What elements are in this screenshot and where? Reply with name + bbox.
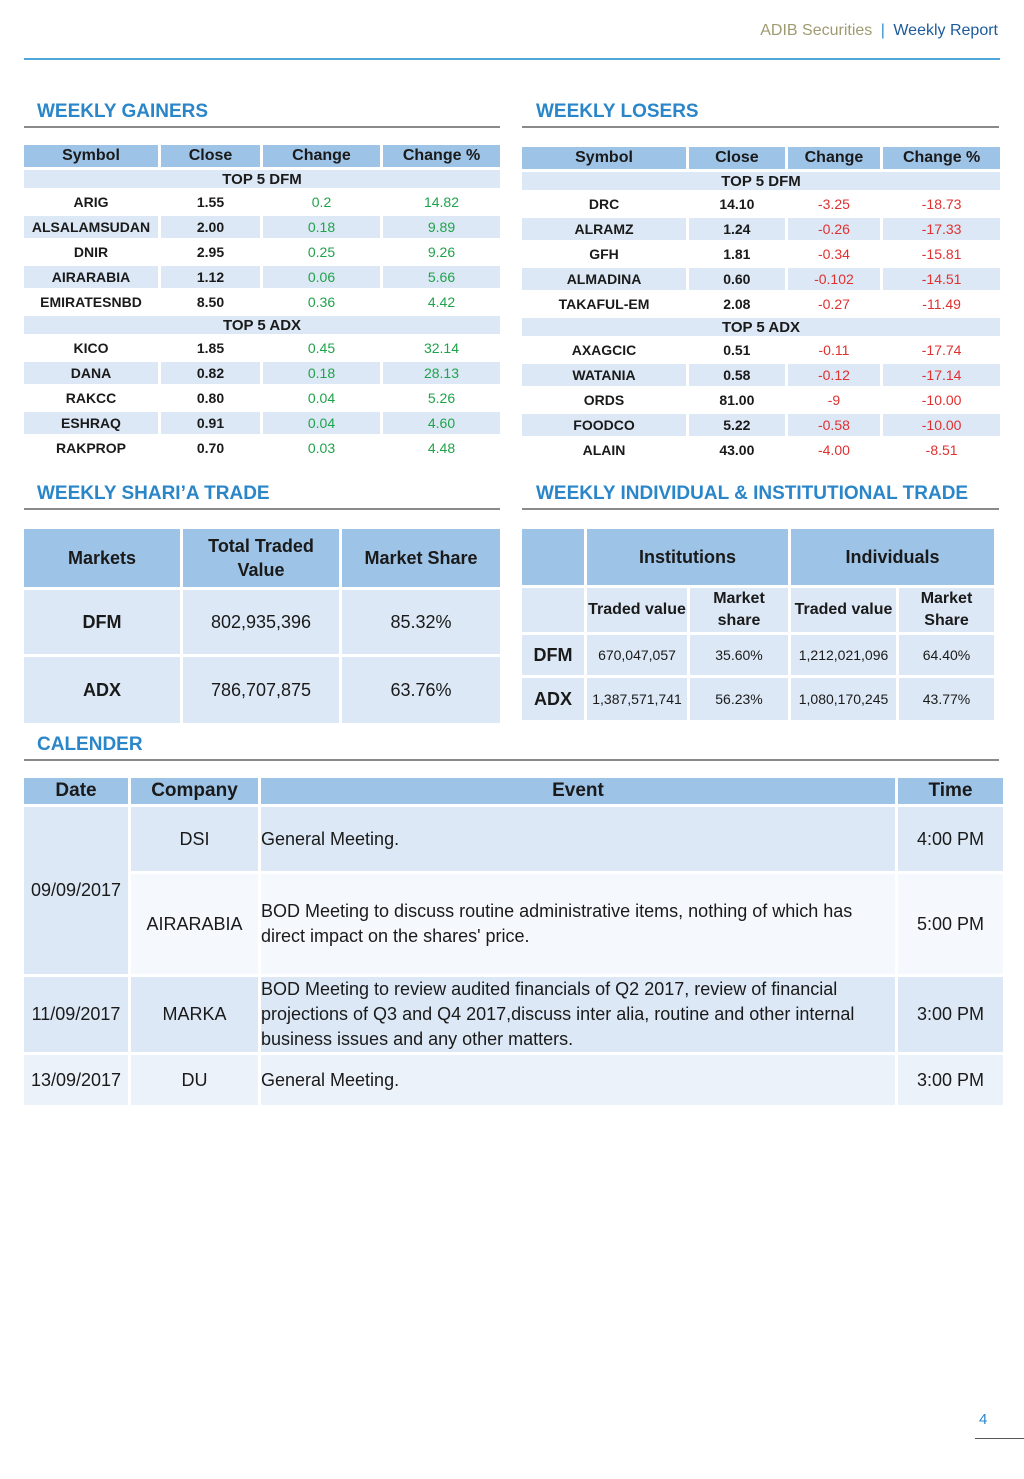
losers-table xyxy=(519,144,1003,464)
symbol-cell: DRC xyxy=(522,193,686,215)
close-cell: 2.00 xyxy=(161,216,260,238)
calender-rule xyxy=(24,759,999,761)
change-pct-cell: 4.48 xyxy=(383,437,500,459)
table-row xyxy=(522,414,1000,436)
time-cell: 5:00 PM xyxy=(898,874,1003,974)
change-pct-cell: 32.14 xyxy=(383,337,500,359)
table-row xyxy=(24,266,500,288)
traded-value-cell: 786,707,875 xyxy=(183,657,339,723)
change-cell: 0.45 xyxy=(263,337,380,359)
close-cell: 2.08 xyxy=(689,293,785,315)
col-markets: Markets xyxy=(24,529,180,587)
gainers-table xyxy=(21,142,503,462)
close-cell: 1.12 xyxy=(161,266,260,288)
weekly-gainers-title: WEEKLY GAINERS xyxy=(37,101,209,122)
change-pct-cell: -8.51 xyxy=(883,439,1000,461)
change-pct-cell: 14.82 xyxy=(383,191,500,213)
change-cell: 0.03 xyxy=(263,437,380,459)
table-row xyxy=(522,678,994,720)
losers-rule xyxy=(522,126,999,128)
col-company: Company xyxy=(131,778,258,804)
change-pct-cell: -10.00 xyxy=(883,414,1000,436)
col-market-share: Market Share xyxy=(342,529,500,587)
change-pct-cell: 4.42 xyxy=(383,291,500,313)
market-share-cell: 85.32% xyxy=(342,590,500,654)
symbol-cell: GFH xyxy=(522,243,686,265)
time-cell: 3:00 PM xyxy=(898,1055,1003,1105)
col-symbol: Symbol xyxy=(24,145,158,167)
sharia-header-row xyxy=(24,529,500,587)
col-close: Close xyxy=(689,147,785,169)
change-pct-cell: -18.73 xyxy=(883,193,1000,215)
close-cell: 8.50 xyxy=(161,291,260,313)
sharia-trade-title: WEEKLY SHARI’A TRADE xyxy=(37,483,270,504)
table-row xyxy=(522,193,1000,215)
close-cell: 0.80 xyxy=(161,387,260,409)
change-cell: 0.18 xyxy=(263,216,380,238)
change-cell: -0.11 xyxy=(788,339,881,361)
sharia-rule xyxy=(24,508,500,510)
sharia-trade-table xyxy=(21,526,503,726)
subcol-ind-traded-value: Traded value xyxy=(791,588,896,632)
table-row xyxy=(522,389,1000,411)
table-row xyxy=(522,243,1000,265)
event-cell: BOD Meeting to discuss routine administrative items, nothing of which has direct impact on the shares' price. xyxy=(261,874,895,974)
change-cell: -3.25 xyxy=(788,193,881,215)
header-separator: | xyxy=(880,22,885,39)
symbol-cell: EMIRATESNBD xyxy=(24,291,158,313)
change-pct-cell: 5.66 xyxy=(383,266,500,288)
table-row xyxy=(24,977,1003,1052)
calendar-header-row xyxy=(24,778,1003,804)
change-pct-cell: -17.33 xyxy=(883,218,1000,240)
table-row xyxy=(522,635,994,675)
inst-market-share-cell: 56.23% xyxy=(690,678,788,720)
ind-inst-trade-table xyxy=(519,526,997,723)
change-pct-cell: -15.81 xyxy=(883,243,1000,265)
col-individuals: Individuals xyxy=(791,529,994,585)
change-pct-cell: -17.74 xyxy=(883,339,1000,361)
date-cell: 11/09/2017 xyxy=(24,977,128,1052)
date-cell: 13/09/2017 xyxy=(24,1055,128,1105)
change-cell: 0.25 xyxy=(263,241,380,263)
close-cell: 5.22 xyxy=(689,414,785,436)
table-row xyxy=(24,807,1003,871)
table-row xyxy=(522,293,1000,315)
traded-value-cell: 802,935,396 xyxy=(183,590,339,654)
market-share-cell: 63.76% xyxy=(342,657,500,723)
col-institutions: Institutions xyxy=(587,529,788,585)
table-row xyxy=(24,412,500,434)
company-cell: DSI xyxy=(131,807,258,871)
subcol-inst-market-share: Market share xyxy=(690,588,788,632)
ind-inst-subheader-row xyxy=(522,588,994,632)
close-cell: 0.51 xyxy=(689,339,785,361)
close-cell: 2.95 xyxy=(161,241,260,263)
change-pct-cell: -14.51 xyxy=(883,268,1000,290)
ind-market-share-cell: 43.77% xyxy=(899,678,994,720)
symbol-cell: RAKPROP xyxy=(24,437,158,459)
change-pct-cell: 9.89 xyxy=(383,216,500,238)
col-time: Time xyxy=(898,778,1003,804)
weekly-losers-title: WEEKLY LOSERS xyxy=(536,101,699,122)
table-row xyxy=(24,590,500,654)
change-pct-cell: -10.00 xyxy=(883,389,1000,411)
change-pct-cell: 4.60 xyxy=(383,412,500,434)
symbol-cell: ALMADINA xyxy=(522,268,686,290)
market-cell: DFM xyxy=(24,590,180,654)
table-row xyxy=(24,191,500,213)
losers-adx-label: TOP 5 ADX xyxy=(522,318,1000,336)
table-row xyxy=(522,268,1000,290)
change-cell: 0.36 xyxy=(263,291,380,313)
gainers-header-row xyxy=(24,145,500,167)
event-cell: General Meeting. xyxy=(261,1055,895,1105)
company-cell: MARKA xyxy=(131,977,258,1052)
losers-dfm-label: TOP 5 DFM xyxy=(522,172,1000,190)
change-cell: -0.34 xyxy=(788,243,881,265)
change-pct-cell: 5.26 xyxy=(383,387,500,409)
ind-market-share-cell: 64.40% xyxy=(899,635,994,675)
blank-subheader xyxy=(522,588,584,632)
change-cell: -0.26 xyxy=(788,218,881,240)
close-cell: 1.85 xyxy=(161,337,260,359)
inst-market-share-cell: 35.60% xyxy=(690,635,788,675)
change-pct-cell: -11.49 xyxy=(883,293,1000,315)
change-pct-cell: -17.14 xyxy=(883,364,1000,386)
close-cell: 1.55 xyxy=(161,191,260,213)
calender-title: CALENDER xyxy=(37,734,143,755)
table-row xyxy=(24,437,500,459)
close-cell: 81.00 xyxy=(689,389,785,411)
symbol-cell: ALAIN xyxy=(522,439,686,461)
losers-header-row xyxy=(522,147,1000,169)
close-cell: 43.00 xyxy=(689,439,785,461)
gainers-adx-label: TOP 5 ADX xyxy=(24,316,500,334)
table-row xyxy=(24,1055,1003,1105)
symbol-cell: AIRARABIA xyxy=(24,266,158,288)
ind-traded-value-cell: 1,080,170,245 xyxy=(791,678,896,720)
subcol-inst-traded-value: Traded value xyxy=(587,588,687,632)
close-cell: 0.58 xyxy=(689,364,785,386)
symbol-cell: ARIG xyxy=(24,191,158,213)
close-cell: 1.81 xyxy=(689,243,785,265)
table-row xyxy=(522,339,1000,361)
table-row xyxy=(24,291,500,313)
col-change: Change xyxy=(263,145,380,167)
page-number: 4 xyxy=(979,1411,988,1428)
symbol-cell: ESHRAQ xyxy=(24,412,158,434)
market-cell: ADX xyxy=(24,657,180,723)
symbol-cell: RAKCC xyxy=(24,387,158,409)
change-cell: -4.00 xyxy=(788,439,881,461)
symbol-cell: DANA xyxy=(24,362,158,384)
col-change-pct: Change % xyxy=(383,145,500,167)
blank-header xyxy=(522,529,584,585)
change-cell: -0.12 xyxy=(788,364,881,386)
event-cell: General Meeting. xyxy=(261,807,895,871)
close-cell: 0.70 xyxy=(161,437,260,459)
market-cell: DFM xyxy=(522,635,584,675)
gainers-rule xyxy=(24,126,500,128)
symbol-cell: WATANIA xyxy=(522,364,686,386)
close-cell: 14.10 xyxy=(689,193,785,215)
time-cell: 3:00 PM xyxy=(898,977,1003,1052)
col-close: Close xyxy=(161,145,260,167)
ind-inst-rule xyxy=(522,508,999,510)
symbol-cell: ORDS xyxy=(522,389,686,411)
close-cell: 0.82 xyxy=(161,362,260,384)
change-cell: 0.04 xyxy=(263,412,380,434)
inst-traded-value-cell: 670,047,057 xyxy=(587,635,687,675)
ind-traded-value-cell: 1,212,021,096 xyxy=(791,635,896,675)
date-cell: 09/09/2017 xyxy=(24,807,128,974)
company-cell: AIRARABIA xyxy=(131,874,258,974)
col-change-pct: Change % xyxy=(883,147,1000,169)
header-divider xyxy=(24,58,1000,60)
col-event: Event xyxy=(261,778,895,804)
col-date: Date xyxy=(24,778,128,804)
change-cell: 0.2 xyxy=(263,191,380,213)
report-header xyxy=(760,22,998,40)
symbol-cell: TAKAFUL-EM xyxy=(522,293,686,315)
symbol-cell: AXAGCIC xyxy=(522,339,686,361)
change-cell: 0.06 xyxy=(263,266,380,288)
subcol-ind-market-share: Market Share xyxy=(899,588,994,632)
time-cell: 4:00 PM xyxy=(898,807,1003,871)
table-row xyxy=(24,241,500,263)
symbol-cell: ALSALAMSUDAN xyxy=(24,216,158,238)
change-cell: -0.58 xyxy=(788,414,881,436)
close-cell: 0.60 xyxy=(689,268,785,290)
inst-traded-value-cell: 1,387,571,741 xyxy=(587,678,687,720)
change-cell: 0.18 xyxy=(263,362,380,384)
close-cell: 1.24 xyxy=(689,218,785,240)
change-cell: 0.04 xyxy=(263,387,380,409)
ind-inst-trade-title: WEEKLY INDIVIDUAL & INSTITUTIONAL TRADE xyxy=(536,483,969,504)
event-cell: BOD Meeting to review audited financials of Q2 2017, review of financial projections of Q3 and Q4 2017,discuss inter alia, routine and other internal business issues and any other matters. xyxy=(261,977,895,1052)
table-row xyxy=(24,387,500,409)
table-row xyxy=(24,362,500,384)
table-row xyxy=(24,216,500,238)
calendar-table xyxy=(21,775,1006,1108)
change-cell: -0.102 xyxy=(788,268,881,290)
change-cell: -0.27 xyxy=(788,293,881,315)
company-cell: DU xyxy=(131,1055,258,1105)
report-title: Weekly Report xyxy=(893,22,998,39)
symbol-cell: FOODCO xyxy=(522,414,686,436)
close-cell: 0.91 xyxy=(161,412,260,434)
gainers-dfm-label: TOP 5 DFM xyxy=(24,170,500,188)
brand-name: ADIB Securities xyxy=(760,22,873,39)
col-total-traded-value: Total Traded Value xyxy=(183,529,339,587)
table-row xyxy=(522,439,1000,461)
symbol-cell: KICO xyxy=(24,337,158,359)
change-pct-cell: 9.26 xyxy=(383,241,500,263)
table-row xyxy=(24,657,500,723)
table-row xyxy=(522,218,1000,240)
symbol-cell: DNIR xyxy=(24,241,158,263)
table-row xyxy=(522,364,1000,386)
symbol-cell: ALRAMZ xyxy=(522,218,686,240)
change-pct-cell: 28.13 xyxy=(383,362,500,384)
ind-inst-header-row xyxy=(522,529,994,585)
table-row xyxy=(24,874,1003,974)
table-row xyxy=(24,337,500,359)
page-number-rule xyxy=(975,1438,1024,1439)
market-cell: ADX xyxy=(522,678,584,720)
col-change: Change xyxy=(788,147,881,169)
change-cell: -9 xyxy=(788,389,881,411)
col-symbol: Symbol xyxy=(522,147,686,169)
